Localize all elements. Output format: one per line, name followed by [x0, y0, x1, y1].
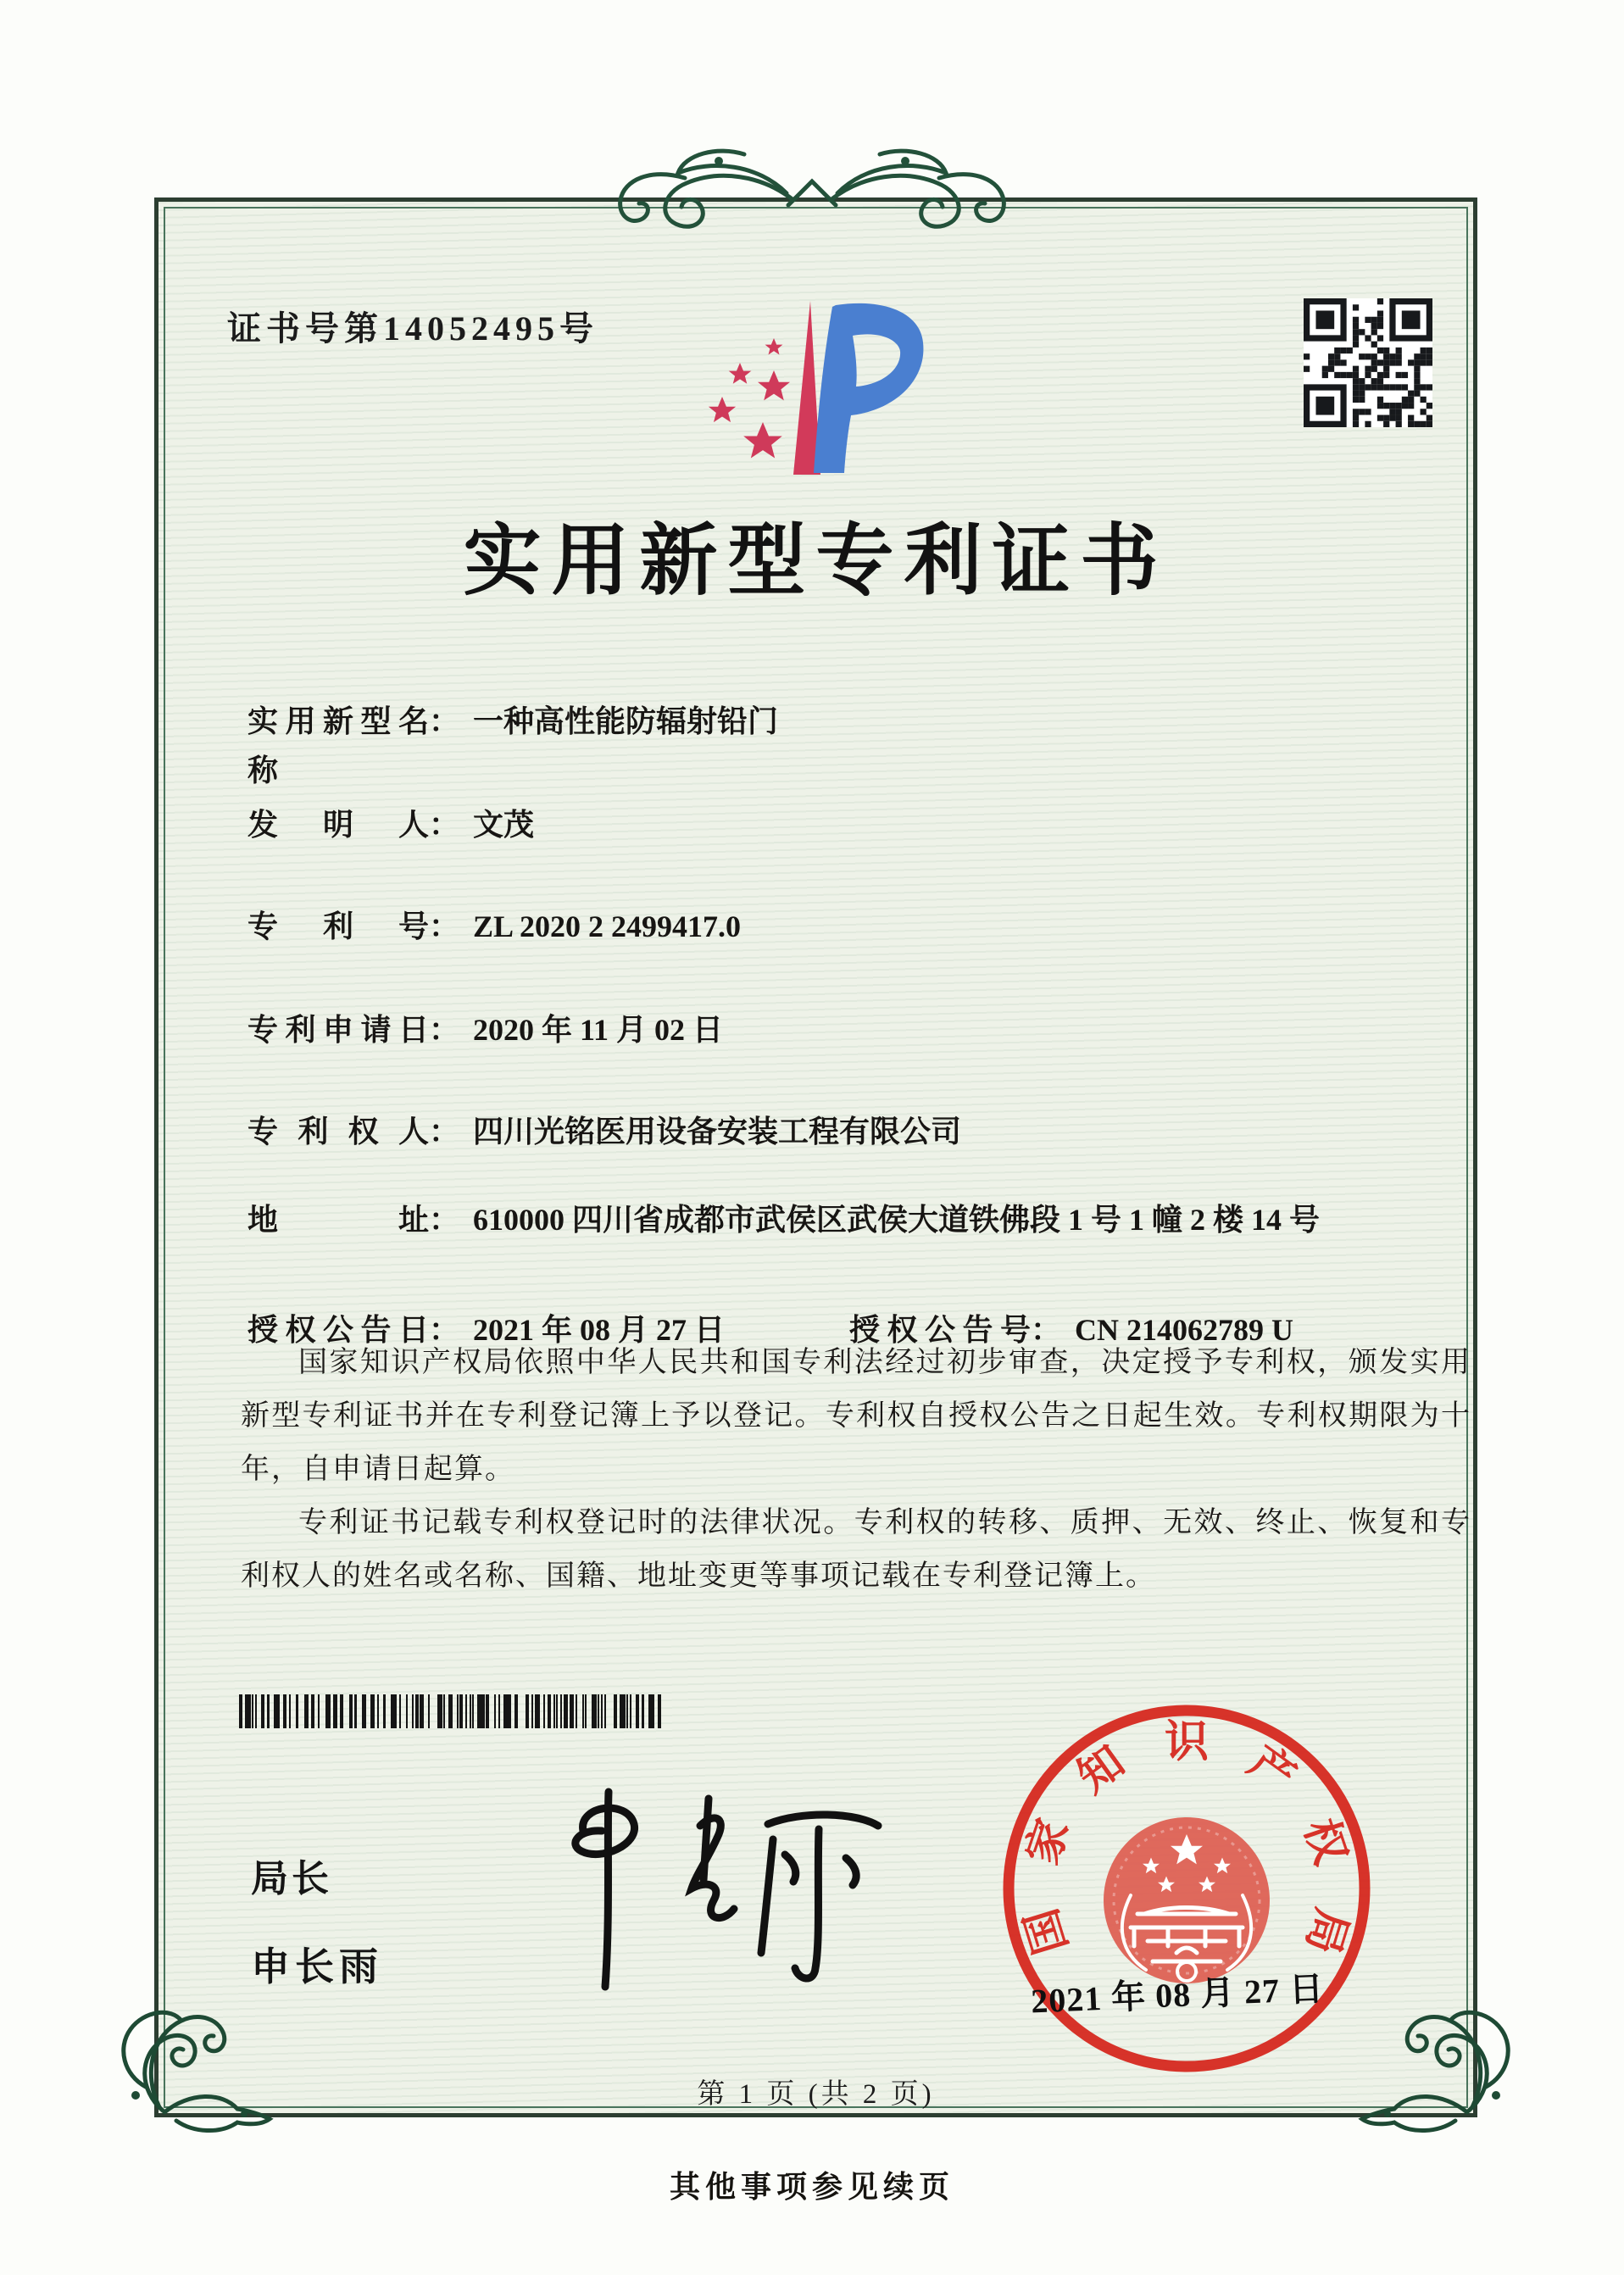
field-row-address: 地址 ： 610000 四川省成都市武侯区武侯大道铁佛段 1 号 1 幢 2 楼 14 号 [247, 1195, 1320, 1244]
seal-char: 识 [1164, 1718, 1210, 1767]
officer-title: 局长 [251, 1858, 332, 1900]
cnipa-patent-logo-icon [670, 254, 966, 492]
field-value: CN 214062789 U [1075, 1313, 1294, 1347]
seal-char: 局 [1296, 1903, 1356, 1960]
field-label: 授权公告日 [247, 1313, 429, 1347]
footer-note: 其他事项参见续页 [669, 2170, 954, 2204]
officer-name: 申长雨 [251, 1944, 383, 1989]
field-label: 发明人 [247, 808, 429, 842]
national-emblem-icon [1104, 1817, 1270, 1983]
page-number: 第 1 页 (共 2 页) [697, 2079, 935, 2110]
barcode-icon [239, 1694, 663, 1728]
paragraph: 国家知识产权局依照中华人民共和国专利法经过初步审查，决定授予专利权，颁发实用新型专利证书并在专利登记簿上予以登记。专利权自授权公告之日起生效。专利权期限为十年，自申请日起算。 [241, 1347, 1471, 1485]
field-label: 地址 [247, 1203, 429, 1237]
field-value: ZL 2020 2 2499417.0 [473, 909, 742, 943]
official-seal-stamp [993, 1695, 1380, 2082]
grant-date-group: 授权公告日 ： 2021 年 08 月 27 日 [247, 1305, 725, 1354]
field-value: 四川光铭医用设备安装工程有限公司 [473, 1115, 962, 1149]
field-label: 专利权人 [247, 1115, 429, 1149]
legal-text [241, 1336, 1471, 1603]
field-value: 文茂 [473, 808, 535, 842]
signature-icon [500, 1780, 924, 1992]
field-row-name: 实用新型名称 ： 一种高性能防辐射铅门 [247, 697, 778, 795]
field-row-filing-date: 专利申请日 ： 2020 年 11 月 02 日 [247, 1005, 723, 1054]
field-value: 2021 年 08 月 27 日 [473, 1313, 726, 1347]
seal-char: 国 [1017, 1903, 1077, 1960]
field-value: 610000 四川省成都市武侯区武侯大道铁佛段 1 号 1 幢 2 楼 14 号 [473, 1203, 1321, 1237]
field-row-inventor: 发明人 ： 文茂 [247, 800, 534, 849]
seal-char: 产 [1239, 1737, 1304, 1803]
seal-char: 权 [1294, 1813, 1355, 1871]
field-row-patentee: 专利权人 ： 四川光铭医用设备安装工程有限公司 [247, 1107, 961, 1156]
qr-code-icon [1304, 298, 1432, 427]
page-title: 实用新型专利证书 [463, 518, 1169, 604]
seal-date: 2021 年 08 月 27 日 [1030, 1969, 1325, 2021]
field-row-patent-no: 专利号 ： ZL 2020 2 2499417.0 [247, 902, 741, 951]
seal-char: 知 [1069, 1737, 1134, 1803]
field-value: 一种高性能防辐射铅门 [473, 704, 779, 738]
logo-blue-p [814, 303, 923, 473]
seal-char: 家 [1018, 1813, 1079, 1871]
field-label: 实用新型名称 [247, 704, 429, 787]
certificate-number: 证书号第14052495号 [227, 309, 598, 348]
field-label: 授权公告号 [849, 1313, 1031, 1347]
field-label: 专利号 [247, 909, 429, 943]
grant-number-group: 授权公告号 ： CN 214062789 U [849, 1305, 1293, 1354]
field-value: 2020 年 11 月 02 日 [473, 1013, 724, 1047]
paragraph: 专利证书记载专利权登记时的法律状况。专利权的转移、质押、无效、终止、恢复和专利权人的姓名或名称、国籍、地址变更等事项记载在专利登记簿上。 [241, 1507, 1471, 1592]
field-label: 专利申请日 [247, 1013, 429, 1047]
